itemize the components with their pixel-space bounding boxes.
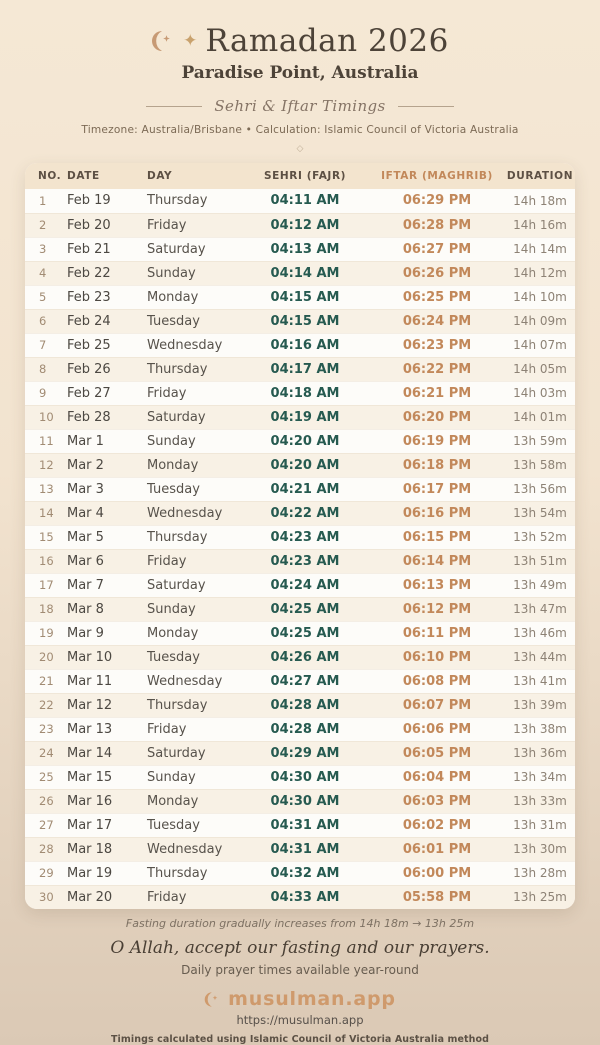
row-day: Tuesday: [147, 481, 200, 497]
crescent-moon-icon: [151, 29, 175, 53]
row-duration: 13h 58m: [513, 458, 567, 472]
row-number: 18: [39, 602, 54, 616]
table-row: [25, 549, 575, 573]
availability-note: Daily prayer times available year-round: [181, 963, 419, 977]
column-header-date: DATE: [67, 170, 100, 182]
row-number: 6: [39, 314, 47, 328]
row-duration: 13h 28m: [513, 866, 567, 880]
diamond-ornament: ◇: [296, 144, 304, 154]
row-number: 28: [39, 842, 54, 856]
row-date: Mar 11: [67, 673, 113, 689]
row-iftar-time: 06:07 PM: [402, 697, 472, 713]
row-duration: 13h 59m: [513, 434, 567, 448]
row-number: 13: [39, 482, 54, 496]
row-day: Friday: [147, 721, 187, 737]
row-sehri-time: 04:21 AM: [270, 481, 340, 497]
row-day: Thursday: [147, 361, 208, 377]
table-row: [25, 669, 575, 693]
row-duration: 14h 10m: [513, 290, 567, 304]
column-header-duration: DURATION: [506, 170, 574, 182]
row-duration: 13h 56m: [513, 482, 567, 496]
row-duration: 14h 12m: [513, 266, 567, 280]
column-header-sehri: SEHRI (FAJR): [263, 170, 347, 182]
row-sehri-time: 04:20 AM: [270, 433, 340, 449]
row-day: Thursday: [147, 865, 208, 881]
dua-text: O Allah, accept our fasting and our prayers.: [110, 938, 490, 958]
timings-table: [25, 163, 575, 909]
row-date: Mar 8: [67, 601, 104, 617]
row-sehri-time: 04:30 AM: [270, 793, 340, 809]
row-sehri-time: 04:16 AM: [270, 337, 340, 353]
row-number: 29: [39, 866, 54, 880]
table-row: [25, 813, 575, 837]
row-number: 14: [39, 506, 54, 520]
table-row: [25, 597, 575, 621]
row-sehri-time: 04:12 AM: [270, 217, 340, 233]
row-iftar-time: 06:04 PM: [402, 769, 472, 785]
table-row: [25, 381, 575, 405]
row-sehri-time: 04:25 AM: [270, 625, 340, 641]
row-iftar-time: 06:13 PM: [402, 577, 472, 593]
table-row: [25, 765, 575, 789]
row-date: Mar 20: [67, 889, 113, 905]
row-date: Feb 28: [67, 409, 111, 425]
row-date: Mar 18: [67, 841, 113, 857]
row-sehri-time: 04:14 AM: [270, 265, 340, 281]
row-day: Wednesday: [147, 673, 223, 689]
table-row: [25, 789, 575, 813]
row-day: Tuesday: [147, 817, 200, 833]
row-number: 9: [39, 386, 47, 400]
row-iftar-time: 06:08 PM: [402, 673, 472, 689]
location-subtitle: Paradise Point, Australia: [181, 63, 419, 83]
row-iftar-time: 06:03 PM: [402, 793, 472, 809]
table-row: [25, 621, 575, 645]
row-number: 22: [39, 698, 54, 712]
row-iftar-time: 06:29 PM: [402, 193, 472, 209]
row-duration: 13h 47m: [513, 602, 567, 616]
row-duration: 14h 07m: [513, 338, 567, 352]
row-sehri-time: 04:19 AM: [270, 409, 340, 425]
row-duration: 14h 16m: [513, 218, 567, 232]
row-duration: 13h 52m: [513, 530, 567, 544]
row-date: Feb 27: [67, 385, 111, 401]
row-day: Sunday: [147, 769, 196, 785]
row-number: 21: [39, 674, 54, 688]
row-date: Feb 24: [67, 313, 111, 329]
column-header-iftar: IFTAR (MAGHRIB): [381, 170, 493, 182]
row-iftar-time: 06:14 PM: [402, 553, 472, 569]
row-date: Mar 17: [67, 817, 113, 833]
row-iftar-time: 06:16 PM: [402, 505, 472, 521]
row-date: Feb 25: [67, 337, 111, 353]
table-row: [25, 333, 575, 357]
column-header-day: DAY: [147, 170, 173, 182]
row-duration: 13h 33m: [513, 794, 567, 808]
table-row: [25, 237, 575, 261]
row-iftar-time: 06:10 PM: [402, 649, 472, 665]
row-sehri-time: 04:29 AM: [270, 745, 340, 761]
row-date: Feb 22: [67, 265, 111, 281]
calculation-method-note: Timings calculated using Islamic Council of Victoria Australia method: [110, 1034, 490, 1045]
divider-line-right: [398, 106, 454, 107]
row-sehri-time: 04:11 AM: [270, 193, 340, 209]
row-number: 30: [39, 890, 54, 905]
table-row: [25, 861, 575, 885]
row-iftar-time: 06:00 PM: [402, 865, 472, 881]
row-day: Tuesday: [147, 649, 200, 665]
row-iftar-time: 06:11 PM: [402, 625, 472, 641]
row-day: Friday: [147, 217, 187, 233]
brand-name[interactable]: musulman.app: [228, 988, 396, 1010]
row-sehri-time: 04:30 AM: [270, 769, 340, 785]
row-date: Mar 5: [67, 529, 104, 545]
row-duration: 14h 14m: [513, 242, 567, 256]
row-number: 5: [39, 290, 47, 304]
row-number: 26: [39, 794, 54, 808]
row-sehri-time: 04:20 AM: [270, 457, 340, 473]
row-iftar-time: 06:15 PM: [402, 529, 472, 545]
row-iftar-time: 06:02 PM: [402, 817, 472, 833]
row-number: 8: [39, 362, 47, 376]
row-day: Tuesday: [147, 313, 200, 329]
row-duration: 13h 38m: [513, 722, 567, 736]
row-iftar-time: 06:23 PM: [402, 337, 472, 353]
row-sehri-time: 04:26 AM: [270, 649, 340, 665]
row-number: 24: [39, 746, 54, 760]
page-header: [0, 22, 600, 60]
row-duration: 14h 01m: [513, 410, 567, 424]
table-row: [25, 285, 575, 309]
row-duration: 13h 39m: [513, 698, 567, 712]
row-date: Mar 7: [67, 577, 104, 593]
row-duration: 13h 25m: [513, 890, 567, 905]
column-header-no: NO.: [38, 170, 62, 182]
row-sehri-time: 04:15 AM: [270, 313, 340, 329]
row-duration: 13h 46m: [513, 626, 567, 640]
row-iftar-time: 06:28 PM: [402, 217, 472, 233]
row-number: 20: [39, 650, 54, 664]
row-sehri-time: 04:13 AM: [270, 241, 340, 257]
row-sehri-time: 04:15 AM: [270, 289, 340, 305]
table-row: [25, 741, 575, 765]
row-duration: 14h 03m: [513, 386, 567, 400]
table-header-row: [25, 163, 575, 189]
table-row: [25, 357, 575, 381]
row-duration: 14h 05m: [513, 362, 567, 376]
row-date: Feb 20: [67, 217, 111, 233]
row-sehri-time: 04:25 AM: [270, 601, 340, 617]
row-number: 10: [39, 410, 54, 424]
row-iftar-time: 06:25 PM: [402, 289, 472, 305]
row-number: 11: [39, 434, 54, 448]
row-duration: 14h 09m: [513, 314, 567, 328]
table-row: [25, 525, 575, 549]
row-number: 25: [39, 770, 54, 784]
table-row: [25, 405, 575, 429]
table-row: [25, 885, 575, 909]
row-iftar-time: 06:24 PM: [402, 313, 472, 329]
row-date: Mar 6: [67, 553, 104, 569]
divider-line-left: [146, 106, 202, 107]
row-duration: 14h 18m: [513, 193, 567, 208]
row-day: Wednesday: [147, 337, 223, 353]
row-iftar-time: 06:12 PM: [402, 601, 472, 617]
row-date: Mar 1: [67, 433, 104, 449]
row-iftar-time: 06:19 PM: [402, 433, 472, 449]
table-row: [25, 429, 575, 453]
row-duration: 13h 51m: [513, 554, 567, 568]
row-sehri-time: 04:31 AM: [270, 841, 340, 857]
row-date: Mar 2: [67, 457, 104, 473]
row-number: 19: [39, 626, 54, 640]
row-duration: 13h 36m: [513, 746, 567, 760]
table-row: [25, 501, 575, 525]
row-number: 17: [39, 578, 54, 592]
row-number: 4: [39, 266, 47, 280]
row-day: Friday: [147, 889, 187, 905]
row-date: Mar 12: [67, 697, 113, 713]
row-date: Mar 16: [67, 793, 113, 809]
row-date: Mar 9: [67, 625, 104, 641]
table-row: [25, 645, 575, 669]
row-iftar-time: 06:20 PM: [402, 409, 472, 425]
row-iftar-time: 06:27 PM: [402, 241, 472, 257]
row-day: Monday: [147, 457, 199, 473]
row-day: Wednesday: [147, 841, 223, 857]
page-title: Ramadan 2026: [205, 22, 449, 59]
row-sehri-time: 04:33 AM: [270, 889, 340, 905]
table-row: [25, 477, 575, 501]
row-day: Sunday: [147, 601, 196, 617]
row-number: 27: [39, 818, 54, 832]
row-sehri-time: 04:28 AM: [270, 697, 340, 713]
row-day: Thursday: [147, 193, 208, 209]
row-day: Saturday: [147, 745, 206, 761]
row-sehri-time: 04:28 AM: [270, 721, 340, 737]
row-number: 1: [39, 193, 47, 208]
row-number: 3: [39, 242, 47, 256]
row-day: Friday: [147, 385, 187, 401]
row-iftar-time: 06:05 PM: [402, 745, 472, 761]
row-day: Thursday: [147, 529, 208, 545]
row-iftar-time: 06:01 PM: [402, 841, 472, 857]
row-duration: 13h 49m: [513, 578, 567, 592]
table-row: [25, 189, 575, 213]
row-number: 2: [39, 218, 47, 232]
row-date: Mar 14: [67, 745, 113, 761]
section-label: Sehri & Iftar Timings: [214, 97, 386, 115]
row-date: Mar 13: [67, 721, 113, 737]
row-day: Thursday: [147, 697, 208, 713]
row-date: Feb 23: [67, 289, 111, 305]
table-row: [25, 837, 575, 861]
row-iftar-time: 06:17 PM: [402, 481, 472, 497]
section-divider: [0, 97, 600, 115]
brand-link[interactable]: [0, 988, 600, 1010]
row-sehri-time: 04:17 AM: [270, 361, 340, 377]
row-sehri-time: 04:27 AM: [270, 673, 340, 689]
row-day: Sunday: [147, 433, 196, 449]
row-duration: 13h 31m: [513, 818, 567, 832]
row-sehri-time: 04:24 AM: [270, 577, 340, 593]
table-row: [25, 309, 575, 333]
row-duration: 13h 34m: [513, 770, 567, 784]
row-iftar-time: 06:18 PM: [402, 457, 472, 473]
table-row: [25, 573, 575, 597]
row-date: Mar 15: [67, 769, 113, 785]
row-sehri-time: 04:32 AM: [270, 865, 340, 881]
row-date: Mar 3: [67, 481, 104, 497]
row-iftar-time: 06:22 PM: [402, 361, 472, 377]
brand-crescent-icon: [204, 991, 221, 1008]
row-day: Monday: [147, 625, 199, 641]
timezone-calculation-meta: Timezone: Australia/Brisbane • Calculation: Islamic Council of Victoria Australia: [81, 124, 519, 136]
row-date: Feb 21: [67, 241, 111, 257]
row-sehri-time: 04:22 AM: [270, 505, 340, 521]
row-sehri-time: 04:23 AM: [270, 529, 340, 545]
table-row: [25, 213, 575, 237]
row-number: 16: [39, 554, 54, 568]
row-number: 15: [39, 530, 54, 544]
table-row: [25, 693, 575, 717]
row-iftar-time: 05:58 PM: [402, 889, 472, 905]
row-duration: 13h 44m: [513, 650, 567, 664]
row-date: Mar 19: [67, 865, 113, 881]
row-day: Friday: [147, 553, 187, 569]
row-day: Saturday: [147, 577, 206, 593]
table-row: [25, 453, 575, 477]
row-number: 23: [39, 722, 54, 736]
row-sehri-time: 04:31 AM: [270, 817, 340, 833]
row-iftar-time: 06:26 PM: [402, 265, 472, 281]
row-day: Saturday: [147, 241, 206, 257]
row-date: Mar 10: [67, 649, 113, 665]
table-row: [25, 717, 575, 741]
row-iftar-time: 06:06 PM: [402, 721, 472, 737]
row-number: 7: [39, 338, 47, 352]
row-sehri-time: 04:23 AM: [270, 553, 340, 569]
row-duration: 13h 54m: [513, 506, 567, 520]
row-duration: 13h 30m: [513, 842, 567, 856]
row-iftar-time: 06:21 PM: [402, 385, 472, 401]
row-sehri-time: 04:18 AM: [270, 385, 340, 401]
sparkle-icon: ✦: [183, 30, 198, 51]
row-day: Saturday: [147, 409, 206, 425]
row-day: Monday: [147, 793, 199, 809]
row-date: Feb 26: [67, 361, 111, 377]
fasting-duration-note: Fasting duration gradually increases from 14h 18m → 13h 25m: [125, 917, 475, 930]
table-row: [25, 261, 575, 285]
row-duration: 13h 41m: [513, 674, 567, 688]
row-day: Monday: [147, 289, 199, 305]
timetable-card: [25, 163, 575, 909]
row-date: Mar 4: [67, 505, 104, 521]
row-day: Sunday: [147, 265, 196, 281]
row-date: Feb 19: [67, 193, 111, 209]
row-number: 12: [39, 458, 54, 472]
brand-url[interactable]: https://musulman.app: [236, 1013, 364, 1027]
row-day: Wednesday: [147, 505, 223, 521]
